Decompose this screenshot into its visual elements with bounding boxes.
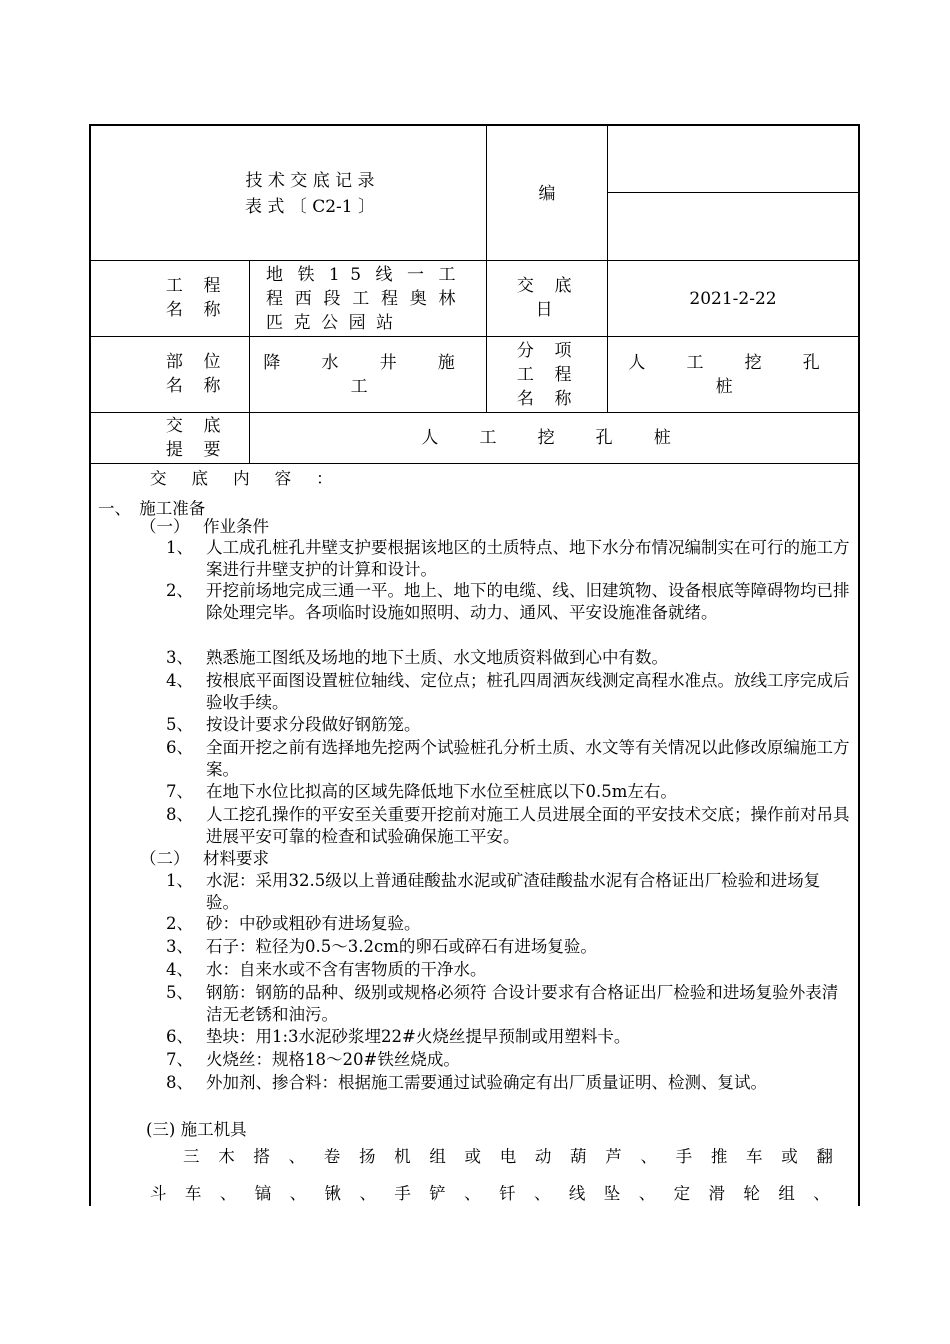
- project-name-value: 地铁15线一工程西段工程奥林匹克公园站: [266, 264, 466, 333]
- list-item-text: 在地下水位比拟高的区域先降低地下水位至桩底以下0.5m左右。: [206, 782, 677, 801]
- tool-char: 车: [746, 1147, 763, 1166]
- list-item-number: 8、: [166, 1073, 193, 1092]
- tool-char: 、: [219, 1184, 237, 1203]
- tool-char: 电: [499, 1147, 517, 1166]
- tool-char: 芦: [605, 1147, 622, 1166]
- tool-char: 动: [534, 1147, 552, 1166]
- list-item-number: 5、: [166, 983, 193, 1002]
- list-item-number: 2、: [166, 581, 193, 600]
- tool-char: 卷: [323, 1147, 341, 1166]
- list-item-number: 3、: [166, 648, 193, 667]
- tool-char: 扬: [358, 1147, 376, 1166]
- project-name-label: 工 程 名 称: [165, 276, 229, 320]
- tool-char: 滑: [708, 1184, 725, 1203]
- tool-char: 或: [464, 1147, 481, 1166]
- summary-value: 人 工 挖 孔 桩: [421, 428, 689, 448]
- tool-char: 定: [673, 1184, 691, 1203]
- tool-char: 推: [710, 1147, 728, 1166]
- list-item-text: 火烧丝：规格18～20#铁丝烧成。: [206, 1050, 460, 1069]
- list-item-text: 钢筋：钢筋的品种、级别或规格必须符 合设计要求有合格证出厂检验和进场复验外表清洁无老锈和油污。: [206, 983, 839, 1024]
- tool-char: 机: [394, 1147, 411, 1166]
- list-item-text: 熟悉施工图纸及场地的地下土质、水文地质资料做到心中有数。: [206, 648, 668, 667]
- tool-char: 、: [638, 1184, 656, 1203]
- tool-char: 葫: [570, 1147, 587, 1166]
- list-item-number: 7、: [166, 1050, 193, 1069]
- list-item-number: 3、: [166, 937, 193, 956]
- list-item-number: 4、: [166, 671, 193, 690]
- list-item-number: 6、: [166, 738, 193, 757]
- tool-char: 、: [359, 1184, 376, 1203]
- row-divider: [89, 463, 860, 464]
- tool-char: 翻: [816, 1147, 833, 1166]
- form-code: 表 式 〔 C2-1 〕: [245, 197, 375, 217]
- subsection-heading: (三) 施工机具: [146, 1120, 247, 1139]
- list-item-text: 石子：粒径为0.5～3.2cm的卵石或碎石有进场复验。: [206, 937, 597, 956]
- list-item-number: 2、: [166, 914, 193, 933]
- list-item-text: 外加剂、掺合料：根据施工需要通过试验确定有出厂质量证明、检测、复试。: [206, 1073, 767, 1092]
- date-label: 交 底 日: [516, 276, 580, 320]
- tool-char: 钎: [499, 1184, 516, 1203]
- code-label: 编: [538, 184, 556, 204]
- list-item-text: 垫块：用1:3水泥砂浆埋22#火烧丝提早预制或用塑料卡。: [206, 1027, 631, 1046]
- tool-char: 车: [184, 1184, 202, 1203]
- list-item-number: 1、: [166, 871, 193, 890]
- content-heading: 交 底 内 容 ：: [150, 469, 343, 488]
- code-value-1: [608, 126, 858, 192]
- col-divider: [486, 124, 487, 412]
- tool-char: 三: [183, 1147, 200, 1166]
- code-value-2: [608, 193, 858, 260]
- form-title: 技 术 交 底 记 录: [245, 171, 375, 191]
- tool-char: 手: [394, 1184, 411, 1203]
- tools-line: [183, 1146, 833, 1168]
- part-name-value: 降 水 井 施 工: [263, 352, 473, 397]
- subsection-heading: （二） 材料要求: [140, 849, 269, 868]
- summary-label: 交 底 提 要: [165, 416, 229, 460]
- tool-char: 、: [533, 1184, 551, 1203]
- tool-char: 或: [781, 1147, 798, 1166]
- sub-item-value: 人 工 挖 孔 桩: [628, 352, 838, 397]
- tool-char: 、: [640, 1147, 657, 1166]
- tool-char: 坠: [603, 1184, 621, 1203]
- list-item-text: 人工挖孔操作的平安至关重要开挖前对施工人员进展全面的平安技术交底；操作前对吊具进展平安可靠的检查和试验确保施工平安。: [206, 805, 850, 846]
- list-item-text: 全面开挖之前有选择地先挖两个试验桩孔分析土质、水文等有关情况以此修改原编施工方案。: [206, 738, 850, 779]
- list-item-number: 1、: [166, 538, 193, 557]
- tool-char: 线: [568, 1184, 586, 1203]
- list-item-number: 7、: [166, 782, 193, 801]
- tool-char: 木: [218, 1147, 235, 1166]
- tool-char: 轮: [743, 1184, 760, 1203]
- list-item-text: 按根底平面图设置桩位轴线、定位点；桩孔四周洒灰线测定高程水准点。放线工序完成后验收手续。: [206, 671, 850, 712]
- list-item-text: 开挖前场地完成三通一平。地上、地下的电缆、线、旧建筑物、设备根底等障碍物均已排除处理完毕。各项临时设施如照明、动力、通风、平安设施准备就绪。: [206, 581, 850, 622]
- date-value: 2021-2-22: [689, 288, 777, 309]
- tools-line: [150, 1183, 830, 1205]
- subsection-heading: （一） 作业条件: [140, 517, 269, 536]
- tool-char: 镐: [254, 1184, 272, 1203]
- list-item-number: 4、: [166, 960, 193, 979]
- part-name-label: 部 位 名 称: [165, 352, 229, 396]
- tool-char: 、: [813, 1184, 830, 1203]
- tool-char: 组: [429, 1147, 446, 1166]
- tool-char: 斗: [150, 1184, 167, 1203]
- tool-char: 、: [289, 1184, 307, 1203]
- list-item-number: 5、: [166, 715, 193, 734]
- section-heading: 一、 施工准备: [98, 499, 206, 518]
- tool-char: 、: [464, 1184, 481, 1203]
- list-item-text: 水泥：采用32.5级以上普通硅酸盐水泥或矿渣硅酸盐水泥有合格证出厂检验和进场复验。: [206, 871, 821, 912]
- list-item-text: 水：自来水或不含有害物质的干净水。: [206, 960, 487, 979]
- list-item-text: 人工成孔桩孔井壁支护要根据该地区的土质特点、地下水分布情况编制实在可行的施工方案进行井壁支护的计算和设计。: [206, 538, 850, 579]
- sub-item-label: 分 项 工 程 名 称: [516, 341, 580, 409]
- list-item-text: 按设计要求分段做好钢筋笼。: [206, 715, 421, 734]
- tool-char: 组: [778, 1184, 795, 1203]
- tool-char: 、: [288, 1147, 306, 1166]
- list-item-text: 砂：中砂或粗砂有进场复验。: [206, 914, 421, 933]
- list-item-number: 8、: [166, 805, 193, 824]
- tool-char: 手: [675, 1147, 693, 1166]
- list-item-number: 6、: [166, 1027, 193, 1046]
- tool-char: 铲: [429, 1184, 446, 1203]
- tool-char: 锹: [324, 1184, 342, 1203]
- tool-char: 搭: [253, 1147, 270, 1166]
